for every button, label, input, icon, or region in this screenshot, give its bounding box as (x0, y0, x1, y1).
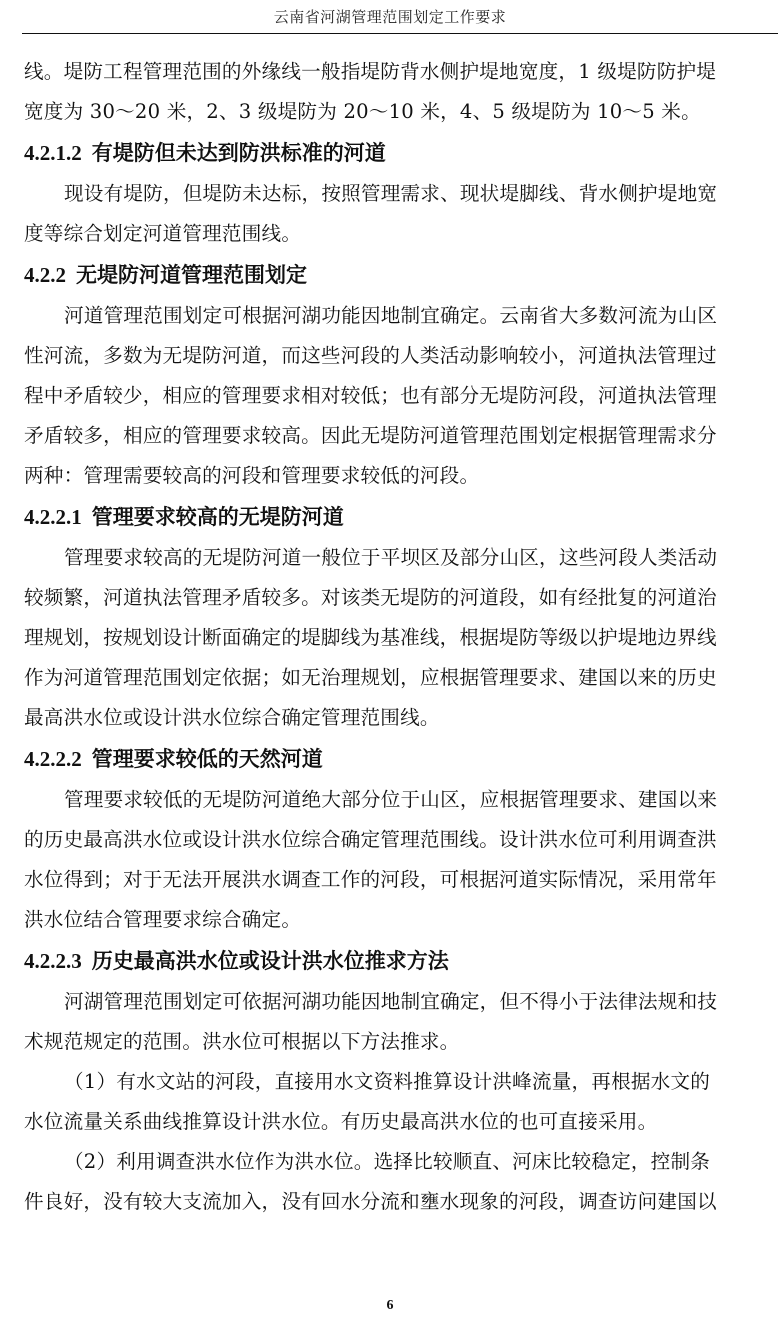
text-line: 术规范规定的范围。洪水位可根据以下方法推求。 (24, 1030, 460, 1053)
section-title: 有堤防但未达到防洪标准的河道 (91, 141, 386, 165)
text-line: 管理要求较高的无堤防河道一般位于平坝区及部分山区，这些河段人类活动 (64, 546, 718, 569)
header-divider (22, 33, 778, 34)
section-number: 4.2.2 (24, 263, 66, 287)
text-line: （2）利用调查洪水位作为洪水位。选择比较顺直、河床比较稳定，控制条 (64, 1150, 711, 1173)
section-heading (24, 940, 776, 982)
section-heading (24, 132, 776, 174)
document-body (24, 52, 776, 1222)
section-heading (24, 254, 776, 296)
text-line: 线。堤防工程管理范围的外缘线一般指堤防背水侧护堤地宽度，1 级堤防防护堤 (24, 60, 717, 83)
text-line: 管理要求较低的无堤防河道绝大部分位于山区，应根据管理要求、建国以来 (64, 788, 718, 811)
section-number: 4.2.2.3 (24, 949, 82, 973)
text-line: 程中矛盾较少，相应的管理要求相对较低；也有部分无堤防河段，河道执法管理 (24, 384, 717, 407)
text-line: （1）有水文站的河段，直接用水文资料推算设计洪峰流量，再根据水文的 (64, 1070, 711, 1093)
section-heading (24, 738, 776, 780)
paragraph (24, 52, 776, 132)
text-line: 水位得到；对于无法开展洪水调查工作的河段，可根据河道实际情况，采用常年 (24, 868, 717, 891)
text-line: 两种：管理需要较高的河段和管理要求较低的河段。 (24, 464, 480, 487)
text-line: 作为河道管理范围划定依据；如无治理规划，应根据管理要求、建国以来的历史 (24, 666, 717, 689)
text-line: 性河流，多数为无堤防河道，而这些河段的人类活动影响较小，河道执法管理过 (24, 344, 717, 367)
running-header: 云南省河湖管理范围划定工作要求 (273, 8, 507, 26)
section-number: 4.2.2.1 (24, 505, 82, 529)
text-line: 最高洪水位或设计洪水位综合确定管理范围线。 (24, 706, 440, 729)
paragraph (24, 1062, 776, 1142)
text-line: 洪水位结合管理要求综合确定。 (24, 908, 302, 931)
section-title: 管理要求较低的天然河道 (91, 747, 323, 771)
section-title: 无堤防河道管理范围划定 (76, 263, 307, 287)
text-line: 矛盾较多，相应的管理要求较高。因此无堤防河道管理范围划定根据管理需求分 (24, 424, 717, 447)
paragraph (24, 1142, 776, 1222)
text-line: 河湖管理范围划定可依据河湖功能因地制宜确定，但不得小于法律法规和技 (64, 990, 718, 1013)
paragraph (24, 296, 776, 496)
text-line: 的历史最高洪水位或设计洪水位综合确定管理范围线。设计洪水位可利用调查洪 (24, 828, 717, 851)
text-line: 件良好，没有较大支流加入，没有回水分流和壅水现象的河段，调查访问建国以 (24, 1190, 717, 1213)
section-number: 4.2.2.2 (24, 747, 82, 771)
text-line: 河道管理范围划定可根据河湖功能因地制宜确定。云南省大多数河流为山区 (64, 304, 718, 327)
paragraph (24, 538, 776, 738)
text-line: 现设有堤防，但堤防未达标，按照管理需求、现状堤脚线、背水侧护堤地宽 (64, 182, 718, 205)
section-number: 4.2.1.2 (24, 141, 82, 165)
paragraph (24, 982, 776, 1062)
page-number: 6 (386, 1298, 394, 1313)
paragraph (24, 174, 776, 254)
text-line: 理规划，按规划设计断面确定的堤脚线为基准线，根据堤防等级以护堤地边界线 (24, 626, 717, 649)
text-line: 水位流量关系曲线推算设计洪水位。有历史最高洪水位的也可直接采用。 (24, 1110, 658, 1133)
paragraph (24, 780, 776, 940)
text-line: 较频繁，河道执法管理矛盾较多。对该类无堤防的河道段，如有经批复的河道治 (24, 586, 717, 609)
text-line: 宽度为 30～20 米，2、3 级堤防为 20～10 米，4、5 级堤防为 10～5 米。 (24, 100, 701, 123)
section-title: 历史最高洪水位或设计洪水位推求方法 (91, 949, 449, 973)
section-heading (24, 496, 776, 538)
text-line: 度等综合划定河道管理范围线。 (24, 222, 302, 245)
section-title: 管理要求较高的无堤防河道 (91, 505, 344, 529)
